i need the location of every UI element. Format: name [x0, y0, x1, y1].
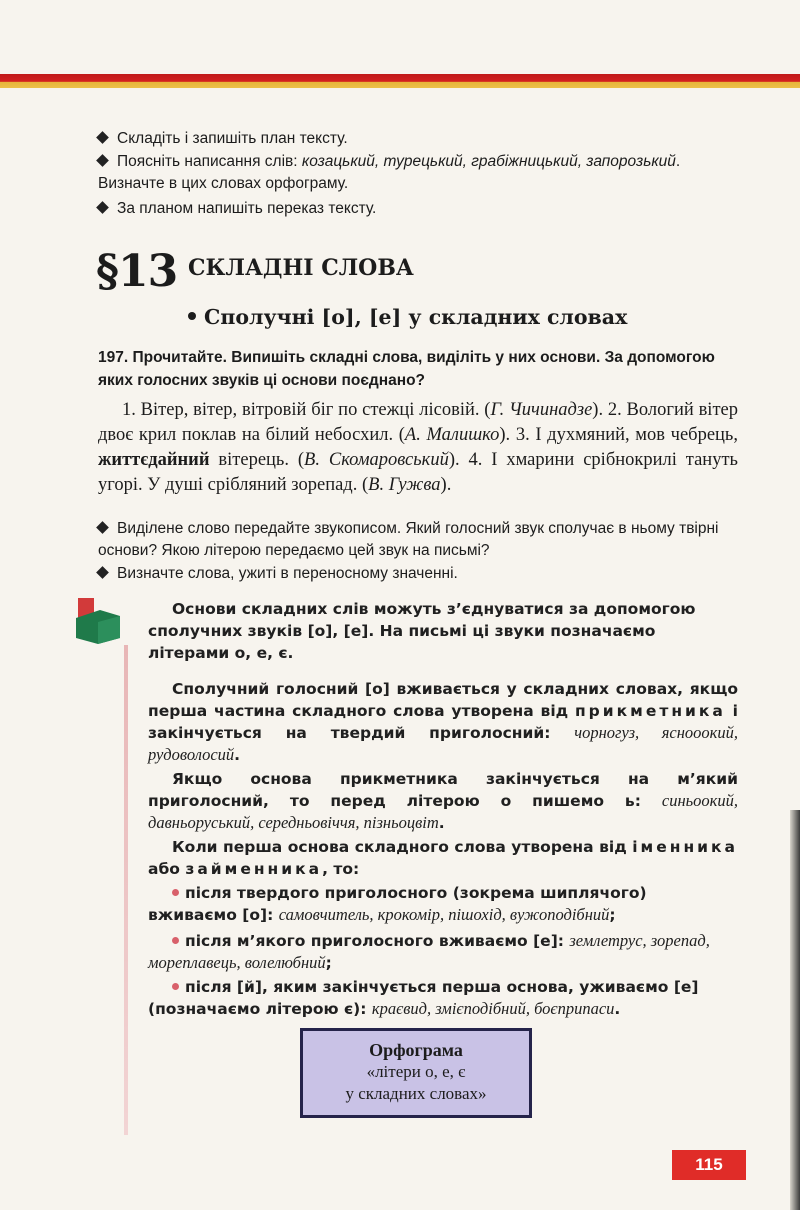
diamond-bullet-icon	[96, 154, 109, 167]
section-title: СКЛАДНІ СЛОВА	[188, 255, 414, 281]
pink-bullet-icon	[172, 889, 179, 896]
page-edge-shadow	[790, 810, 800, 1210]
page-number: 115	[672, 1150, 746, 1180]
diamond-bullet-icon	[96, 521, 109, 534]
diamond-bullet-icon	[96, 131, 109, 144]
bullet-dot-icon	[188, 312, 196, 320]
exercise-bullet-sound: Виділене слово передайте звукописом. Який голосний звук сполучає в ньому твірні основи? Якою літерою передаємо цей звук на письмі?	[98, 520, 719, 559]
rule-side-line	[124, 645, 128, 1135]
intro-bullet-plan: Складіть і запишіть план тексту.	[98, 128, 738, 150]
rule-item-yot: після [й], яким закінчується перша основа, уживаємо [е] (позначаємо літерою є): краєвид, змієподібний, боєприпаси.	[148, 978, 699, 1018]
diamond-bullet-icon	[96, 566, 109, 579]
rule-paragraph-2: Сполучний голосний [о] вживається у складних словах, якщо перша частина складного слова утворена від прикметника і закінчується на твердий приголосний: чорногуз, яснооокий, рудоволосий.	[148, 680, 738, 764]
diamond-bullet-icon	[96, 201, 109, 214]
rule-item-soft: після м’якого приголосного вживаємо [е]: землетрус, зорепад, мореплавець, волелюбний;	[148, 931, 710, 972]
rule-paragraph-1: Основи складних слів можуть з’єднуватися за допомогою сполучних звуків [о], [е]. На письмі ці звуки позначаємо літерами о, е, є.	[148, 600, 696, 662]
intro-bullet-spelling: Поясніть написання слів: козацький, турецький, грабіжницький, запорозький. Визначте в цих словах орфограму.	[98, 153, 681, 192]
exercise-text: 1. Вітер, вітер, вітровій біг по стежці лісовій. (Г. Чичинадзе). 2. Вологий вітер двоє крил поклав на білий небосхил. (А. Малишко). 3. І духмяний, мов чебрець, життєдайний вітерець. (В. Скомаровський). 4. І хмарини срібнокрилі тануть угорі. У душі срібляний зорепад. (В. Гужва).	[98, 400, 738, 495]
subheading: Сполучні [о], [е] у складних словах	[188, 302, 627, 332]
orthogram-line-1: «літери о, е, є	[366, 1062, 466, 1081]
orthogram-line-2: у складних словах»	[345, 1084, 487, 1103]
orthogram-title: Орфограма	[369, 1040, 463, 1060]
exercise-task: 197. Прочитайте. Випишіть складні слова, виділіть у них основи. За допомогою яких голосних звуків ці основи поєднано?	[98, 349, 715, 389]
rule-paragraph-4: Коли перша основа складного слова утворена від іменника або займенника, то:	[148, 838, 738, 878]
pink-bullet-icon	[172, 983, 179, 990]
exercise-bullet-figurative: Визначте слова, ужиті в переносному значенні.	[98, 563, 738, 585]
top-color-band	[0, 74, 800, 88]
pink-bullet-icon	[172, 937, 179, 944]
rule-item-hard: після твердого приголосного (зокрема шиплячого) вживаємо [о]: самовчитель, крокомір, пішохід, вужоподібний;	[148, 884, 647, 924]
intro-bullet-retelling: За планом напишіть переказ тексту.	[98, 198, 738, 220]
section-number: §13	[96, 246, 178, 297]
rule-book-icon	[72, 592, 124, 646]
rule-paragraph-3: Якщо основа прикметника закінчується на м’який приголосний, то перед літерою о пишемо ь: синьоокий, давньоруський, середньовіччя, пізньоцвіт.	[148, 770, 738, 832]
orthogram-box	[300, 1028, 532, 1118]
